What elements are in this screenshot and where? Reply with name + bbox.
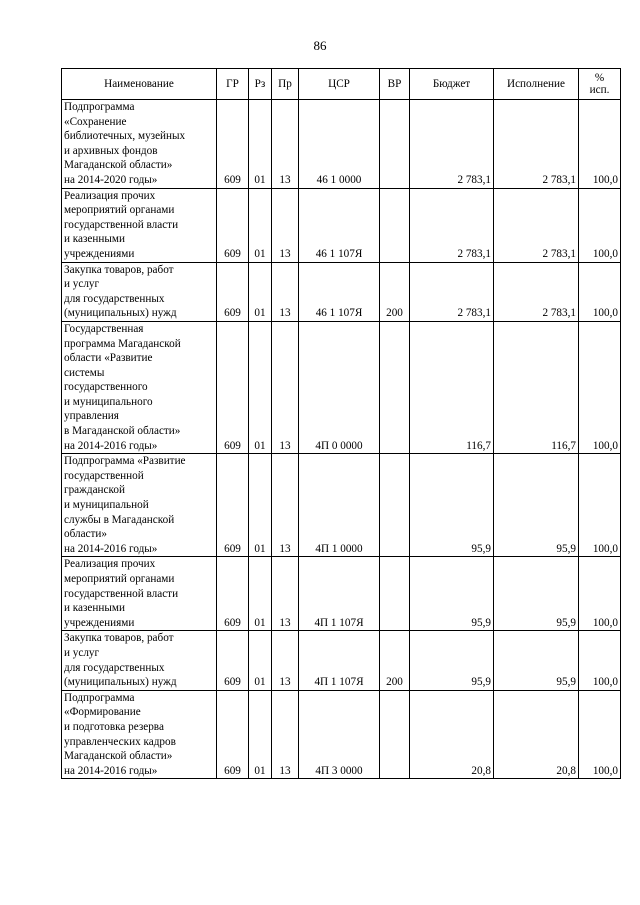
vr-cell: 200 (380, 631, 410, 690)
budget-cell: 95,9 (410, 557, 494, 631)
rz-cell: 01 (249, 262, 272, 321)
csr-cell: 4П 1 107Я (299, 631, 380, 690)
execution-cell: 95,9 (494, 454, 579, 557)
table-row (62, 262, 621, 321)
percent-cell: 100,0 (579, 188, 621, 262)
execution-cell: 116,7 (494, 321, 579, 453)
gr-cell: 609 (217, 557, 249, 631)
execution-cell: 95,9 (494, 631, 579, 690)
rz-cell: 01 (249, 321, 272, 453)
budget-cell: 2 783,1 (410, 188, 494, 262)
csr-cell: 46 1 107Я (299, 262, 380, 321)
budget-cell: 116,7 (410, 321, 494, 453)
csr-cell: 4П 0 0000 (299, 321, 380, 453)
pr-header: Пр (272, 69, 299, 100)
percent-cell: 100,0 (579, 557, 621, 631)
rz-cell: 01 (249, 557, 272, 631)
vr-cell (380, 690, 410, 779)
pr-cell: 13 (272, 631, 299, 690)
vr-cell (380, 557, 410, 631)
table-row (62, 690, 621, 779)
csr-cell: 46 1 0000 (299, 100, 380, 189)
budget-cell: 95,9 (410, 631, 494, 690)
budget-cell: 2 783,1 (410, 262, 494, 321)
gr-cell: 609 (217, 690, 249, 779)
pr-cell: 13 (272, 321, 299, 453)
pr-cell: 13 (272, 100, 299, 189)
table-row (62, 631, 621, 690)
execution-cell: 95,9 (494, 557, 579, 631)
pr-cell: 13 (272, 690, 299, 779)
table-header-row (62, 69, 621, 100)
name-cell: Закупка товаров, работ и услуг для государственных (муниципальных) нужд (62, 262, 217, 321)
table-body (62, 100, 621, 779)
vr-cell (380, 100, 410, 189)
table-row (62, 454, 621, 557)
execution-cell: 2 783,1 (494, 100, 579, 189)
gr-cell: 609 (217, 262, 249, 321)
csr-cell: 4П 1 107Я (299, 557, 380, 631)
gr-cell: 609 (217, 188, 249, 262)
gr-header: ГР (217, 69, 249, 100)
name-cell: Государственная программа Магаданской области «Развитие системы государственного и муниципального управления в Магаданской области» на 2014-2016 годы» (62, 321, 217, 453)
table-row (62, 188, 621, 262)
vr-cell (380, 188, 410, 262)
table-row (62, 557, 621, 631)
vr-cell (380, 321, 410, 453)
name-cell: Подпрограмма «Сохранение библиотечных, музейных и архивных фондов Магаданской области» на 2014-2020 годы» (62, 100, 217, 189)
percent-cell: 100,0 (579, 262, 621, 321)
pr-cell: 13 (272, 454, 299, 557)
csr-cell: 46 1 107Я (299, 188, 380, 262)
rz-cell: 01 (249, 690, 272, 779)
vr-cell: 200 (380, 262, 410, 321)
rz-cell: 01 (249, 100, 272, 189)
pr-cell: 13 (272, 188, 299, 262)
budget-execution-table (61, 68, 621, 779)
rz-cell: 01 (249, 454, 272, 557)
name-cell: Подпрограмма «Формирование и подготовка резерва управленческих кадров Магаданской области» на 2014-2016 годы» (62, 690, 217, 779)
budget-cell: 2 783,1 (410, 100, 494, 189)
gr-cell: 609 (217, 321, 249, 453)
execution-header: Исполнение (494, 69, 579, 100)
gr-cell: 609 (217, 631, 249, 690)
name-cell: Реализация прочих мероприятий органами государственной власти и казенными учреждениями (62, 557, 217, 631)
execution-cell: 2 783,1 (494, 188, 579, 262)
rz-cell: 01 (249, 631, 272, 690)
percent-header: % исп. (579, 69, 621, 100)
table-row (62, 100, 621, 189)
gr-cell: 609 (217, 454, 249, 557)
page-number: 86 (313, 38, 327, 53)
name-cell: Подпрограмма «Развитие государственной гражданской и муниципальной службы в Магаданской области» на 2014-2016 годы» (62, 454, 217, 557)
csr-header: ЦСР (299, 69, 380, 100)
pr-cell: 13 (272, 262, 299, 321)
rz-cell: 01 (249, 188, 272, 262)
name-cell: Реализация прочих мероприятий органами государственной власти и казенными учреждениями (62, 188, 217, 262)
percent-cell: 100,0 (579, 631, 621, 690)
percent-cell: 100,0 (579, 321, 621, 453)
name-header: Наименование (62, 69, 217, 100)
csr-cell: 4П 3 0000 (299, 690, 380, 779)
csr-cell: 4П 1 0000 (299, 454, 380, 557)
budget-cell: 20,8 (410, 690, 494, 779)
table-row (62, 321, 621, 453)
budget-header: Бюджет (410, 69, 494, 100)
percent-cell: 100,0 (579, 100, 621, 189)
execution-cell: 20,8 (494, 690, 579, 779)
execution-cell: 2 783,1 (494, 262, 579, 321)
pr-cell: 13 (272, 557, 299, 631)
vr-cell (380, 454, 410, 557)
budget-cell: 95,9 (410, 454, 494, 557)
name-cell: Закупка товаров, работ и услуг для государственных (муниципальных) нужд (62, 631, 217, 690)
gr-cell: 609 (217, 100, 249, 189)
vr-header: ВР (380, 69, 410, 100)
rz-header: Рз (249, 69, 272, 100)
percent-cell: 100,0 (579, 690, 621, 779)
percent-cell: 100,0 (579, 454, 621, 557)
